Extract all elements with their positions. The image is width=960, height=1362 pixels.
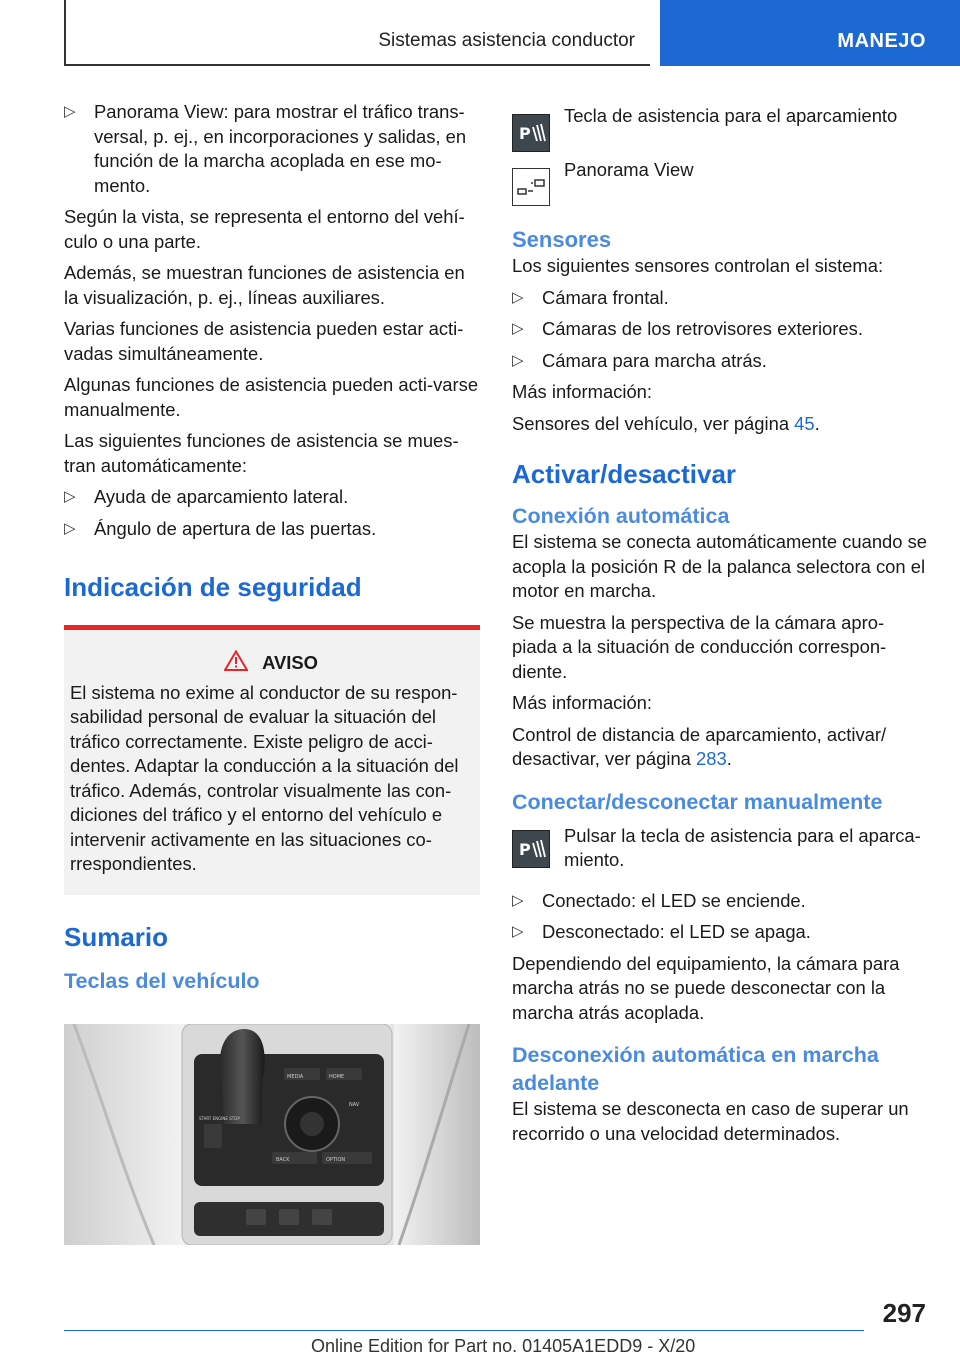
- header-left-border: [64, 0, 66, 65]
- paragraph: Dependiendo del equipamiento, la cámara para marcha atrás no se puede desconectar con la marcha atrás acoplada.: [512, 952, 900, 1023]
- label-media: MEDIA: [287, 1074, 304, 1080]
- svg-text:P: P: [519, 839, 531, 859]
- header-rule: [64, 64, 650, 66]
- warning-title: AVISO: [262, 652, 318, 673]
- bullet-item: ▷ Ayuda de aparcamiento lateral.: [64, 485, 480, 510]
- chapter-tab-label: MANEJO: [837, 30, 926, 52]
- page-number: 297: [882, 1298, 926, 1328]
- paragraph: Las siguientes funciones de asistencia se mues-tran automáticamente:: [64, 430, 459, 476]
- cross-reference: Sensores del vehículo, ver página 45.: [512, 412, 820, 434]
- cross-reference: Control de distancia de aparcamiento, activar/ desactivar, ver página 283.: [512, 723, 887, 769]
- label-option: OPTION: [326, 1157, 346, 1163]
- bullet-item: ▷ Desconectado: el LED se apaga.: [512, 920, 928, 945]
- activate-heading: Activar/desactivar: [512, 459, 737, 489]
- warning-box: [64, 625, 480, 895]
- paragraph: Además, se muestran funciones de asistencia en la visualización, p. ej., líneas auxiliares.: [64, 262, 465, 308]
- page-link-283[interactable]: 283: [696, 748, 727, 769]
- footer-rule: [64, 1330, 864, 1331]
- paragraph: Más información:: [512, 381, 653, 402]
- bullet-item: ▷ Cámara para marcha atrás.: [512, 349, 928, 374]
- bullet-item: ▷ Conectado: el LED se enciende.: [512, 889, 928, 914]
- paragraph: El sistema se conecta automáticamente cuando se acopla la posición R de la palanca selectora con el motor en marcha.: [512, 531, 928, 601]
- right-column: [512, 104, 928, 1153]
- panorama-view-key-icon: [512, 168, 550, 206]
- console-illustration: [64, 1024, 480, 1245]
- label-back: BACK: [276, 1157, 290, 1163]
- svg-text:P: P: [519, 124, 531, 143]
- section-title: Sistemas asistencia conductor: [378, 30, 635, 51]
- left-column: [64, 100, 480, 995]
- auto-on-heading: Conexión automática: [512, 504, 730, 528]
- label-nav: NAV: [349, 1102, 360, 1108]
- paragraph: Varias funciones de asistencia pueden estar acti-vadas simultáneamente.: [64, 318, 464, 364]
- bullet-item: ▷ Cámaras de los retrovisores exteriores.: [512, 317, 928, 342]
- chapter-tab[interactable]: [660, 0, 960, 66]
- manual-key-row: [512, 824, 928, 873]
- manual-heading: Conectar/desconectar manualmente: [512, 789, 883, 814]
- safety-heading: Indicación de seguridad: [64, 572, 362, 602]
- ref-text: Sensores del vehículo, ver página: [512, 412, 795, 434]
- sensors-heading: Sensores: [512, 227, 612, 252]
- key-label: Tecla de asistencia para el aparcamiento: [564, 105, 898, 126]
- vehicle-keys-heading: Teclas del vehículo: [64, 968, 260, 993]
- edition-note: Online Edition for Part no. 01405A1EDD9 - X/20: [311, 1336, 696, 1356]
- paragraph: Algunas funciones de asistencia pueden acti-varse manualmente.: [64, 374, 479, 420]
- summary-heading: Sumario: [64, 921, 169, 952]
- key-label: Panorama View: [564, 159, 694, 180]
- ref-text: Control de distancia de aparcamiento, activar/ desactivar, ver página: [512, 723, 887, 769]
- warning-triangle-icon: [224, 650, 248, 678]
- bullet-panorama: ▷ Panorama View: para mostrar el tráfico trans-versal, p. ej., en incorporaciones y salidas, en función de la marcha acoplada en ese mo-mento.: [64, 100, 480, 198]
- paragraph: Los siguientes sensores controlan el sistema:: [512, 255, 884, 276]
- bullet-item: ▷ Cámara frontal.: [512, 286, 928, 311]
- center-console-photo: [64, 1024, 480, 1245]
- warning-text: El sistema no exime al conductor de su respon-sabilidad personal de evaluar la situación del tráfico correctamente. Existe peligro de acci-dentes. Adaptar la conducción a la situación del tráfico. Además, controlar visualmente las con-diciones del tráfico y el entorno del vehículo e intervenir activamente en las situaciones co-rrespondientes.: [70, 681, 459, 874]
- key-panorama-view: [512, 158, 928, 198]
- paragraph: Más información:: [512, 692, 653, 713]
- paragraph: Se muestra la perspectiva de la cámara apro-piada a la situación de conducción correspon-diente.: [512, 611, 887, 682]
- parking-assist-key-icon: [512, 114, 550, 152]
- parking-assist-key-icon: [512, 830, 550, 868]
- manual-key-text: Pulsar la tecla de asistencia para el aparca-miento.: [564, 824, 921, 870]
- auto-off-heading: Desconexión automática en marcha adelante: [512, 1043, 879, 1095]
- warning-header: [70, 650, 472, 678]
- paragraph: Según la vista, se representa el entorno del vehí-culo o una parte.: [64, 206, 465, 252]
- key-parking-assist: [512, 104, 928, 144]
- bullet-item: ▷ Ángulo de apertura de las puertas.: [64, 517, 480, 542]
- label-start-stop: START ENGINE STOP: [199, 1116, 240, 1121]
- paragraph: El sistema se desconecta en caso de superar un recorrido o una velocidad determinados.: [512, 1098, 909, 1144]
- label-home: HOME: [329, 1074, 345, 1080]
- page-link-45[interactable]: 45: [794, 412, 815, 434]
